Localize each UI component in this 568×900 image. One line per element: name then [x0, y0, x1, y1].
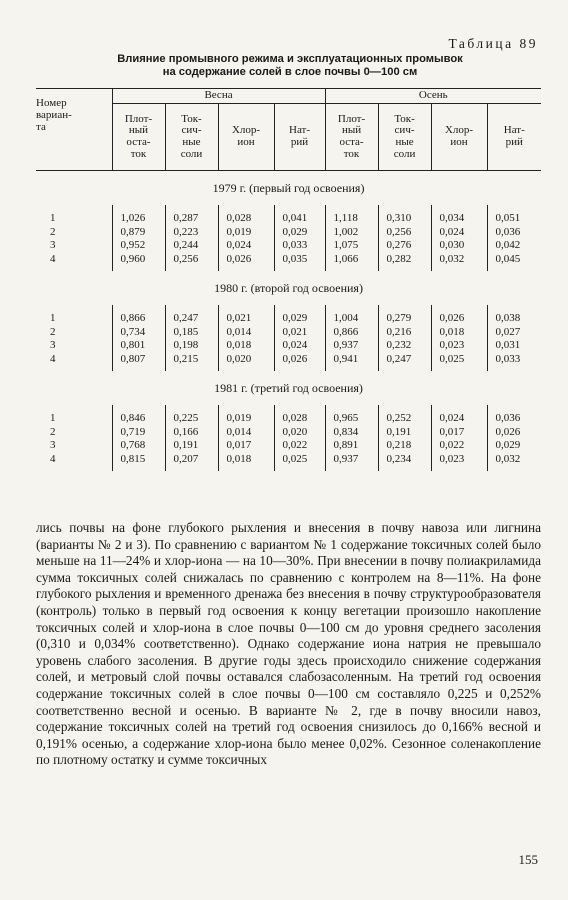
table-cell: 0,232: [378, 338, 431, 352]
table-cell: 0,025: [431, 352, 487, 372]
table-cell: 0,191: [378, 425, 431, 439]
table-cell: 0,018: [431, 325, 487, 339]
table-row: [36, 425, 541, 439]
table-cell: 0,033: [274, 238, 325, 252]
caption-line-1: Влияние промывного режима и эксплуатационных промывок: [117, 53, 463, 65]
table-cell: 0,185: [165, 325, 218, 339]
table-row: [36, 338, 541, 352]
table-cell: 0,030: [431, 238, 487, 252]
table-cell: 0,191: [165, 438, 218, 452]
table-cell: 0,023: [431, 452, 487, 472]
table-cell: 0,879: [112, 225, 165, 239]
table-caption: [60, 53, 520, 79]
table-cell: 0,807: [112, 352, 165, 372]
year-section-header: [36, 371, 541, 405]
table-cell: 1,026: [112, 205, 165, 225]
table-cell: 0,022: [274, 438, 325, 452]
table-cell: 0,198: [165, 338, 218, 352]
table-cell: 0,223: [165, 225, 218, 239]
variant-number: 3: [50, 439, 56, 452]
table-cell: 0,937: [325, 338, 378, 352]
variant-number: 4: [50, 352, 56, 365]
table-cell: 0,045: [487, 252, 541, 272]
table-cell: 0,038: [487, 305, 541, 325]
variant-number: 1: [50, 312, 56, 325]
table-row: [36, 225, 541, 239]
table-cell: 0,031: [487, 338, 541, 352]
table-cell: 0,027: [487, 325, 541, 339]
salt-content-table: [36, 88, 541, 471]
col-toxic-salts-spring: Ток- сич- ные соли: [165, 104, 218, 171]
table-row: [36, 252, 541, 272]
table-row: [36, 405, 541, 425]
table-cell: 0,952: [112, 238, 165, 252]
table-cell: 0,036: [487, 225, 541, 239]
table-cell: 0,025: [274, 452, 325, 472]
table-row: [36, 325, 541, 339]
table-cell: 0,014: [218, 325, 274, 339]
table-cell: 0,216: [378, 325, 431, 339]
table-cell: 0,287: [165, 205, 218, 225]
table-cell: 0,815: [112, 452, 165, 472]
table-label: Таблица 89: [448, 36, 538, 51]
table-cell: 0,051: [487, 205, 541, 225]
table-cell: 0,023: [431, 338, 487, 352]
table-cell: 0,035: [274, 252, 325, 272]
col-sodium-autumn: Нат- рий: [487, 104, 541, 171]
table-cell: 0,024: [274, 338, 325, 352]
table-cell: 0,020: [218, 352, 274, 372]
table-cell: 0,719: [112, 425, 165, 439]
table-cell: 0,801: [112, 338, 165, 352]
table-cell: 0,033: [487, 352, 541, 372]
page-number: 155: [518, 852, 538, 867]
table-cell: 0,225: [165, 405, 218, 425]
table-cell: 0,032: [431, 252, 487, 272]
col-toxic-salts-autumn: Ток- сич- ные соли: [378, 104, 431, 171]
table-cell: 0,029: [274, 305, 325, 325]
table-cell: 0,019: [218, 225, 274, 239]
table-cell: 1,118: [325, 205, 378, 225]
table-cell: 0,017: [431, 425, 487, 439]
variant-number: 3: [50, 339, 56, 352]
table-cell: 0,024: [431, 405, 487, 425]
table-cell: 0,282: [378, 252, 431, 272]
year-section-header: [36, 271, 541, 305]
table-cell: 0,026: [487, 425, 541, 439]
table-cell: 0,256: [165, 252, 218, 272]
table-cell: 0,960: [112, 252, 165, 272]
table-cell: 0,768: [112, 438, 165, 452]
table-cell: 0,279: [378, 305, 431, 325]
table-cell: 0,244: [165, 238, 218, 252]
table-row: [36, 452, 541, 472]
col-dense-residue-autumn: Плот- ный оста- ток: [325, 104, 378, 171]
body-paragraph: [36, 520, 541, 769]
table-row: [36, 205, 541, 225]
col-dense-residue-spring: Плот- ный оста- ток: [112, 104, 165, 171]
table-cell: 0,021: [218, 305, 274, 325]
table-cell: 0,026: [431, 305, 487, 325]
year-section-title: 1981 г. (третий год освоения): [214, 380, 363, 395]
table-cell: 0,019: [218, 405, 274, 425]
table-cell: 0,014: [218, 425, 274, 439]
table-row: [36, 305, 541, 325]
variant-number: 1: [50, 212, 56, 225]
table-cell: 1,002: [325, 225, 378, 239]
col-chloride-spring: Хлор- ион: [218, 104, 274, 171]
table-cell: 0,941: [325, 352, 378, 372]
caption-line-2: на содержание солей в слое почвы 0—100 см: [162, 66, 418, 78]
table-cell: 0,234: [378, 452, 431, 472]
table-cell: 0,207: [165, 452, 218, 472]
col-sodium-spring: Нат- рий: [274, 104, 325, 171]
table-cell: 0,022: [431, 438, 487, 452]
table-cell: 1,004: [325, 305, 378, 325]
table-cell: 0,034: [431, 205, 487, 225]
table-cell: 0,310: [378, 205, 431, 225]
table-cell: 0,032: [487, 452, 541, 472]
variant-header: Номер вариан- та: [36, 89, 112, 171]
col-chloride-autumn: Хлор- ион: [431, 104, 487, 171]
table-row: [36, 438, 541, 452]
table-row: [36, 238, 541, 252]
table-cell: 0,166: [165, 425, 218, 439]
table-cell: 0,866: [325, 325, 378, 339]
table-cell: 0,734: [112, 325, 165, 339]
spring-header: Весна: [112, 89, 325, 104]
year-section-header: [36, 171, 541, 206]
table-cell: 0,017: [218, 438, 274, 452]
table-cell: 0,846: [112, 405, 165, 425]
table-cell: 0,247: [378, 352, 431, 372]
variant-number: 2: [50, 325, 56, 338]
variant-number: 2: [50, 225, 56, 238]
table-cell: 0,891: [325, 438, 378, 452]
table-cell: 0,018: [218, 452, 274, 472]
variant-number: 4: [50, 252, 56, 265]
table-cell: 0,020: [274, 425, 325, 439]
table-cell: 0,041: [274, 205, 325, 225]
table-cell: 0,018: [218, 338, 274, 352]
body-text: лись почвы на фоне глубокого рыхления и внесения в почву навоза или лигнина (варианты № 2 и 3). По сравнению с вариантом № 1 содержание токсичных солей было меньше на 11—24% и хлор-иона — на 10—30%. При внесении в почву полиакриламида сумма токсичных солей снижалась по сравнению с контролем на 8—11%. На фоне глубокого рыхления и временного дренажа без внесения в почву структурообразователя (контроль) только в первый год освоения к концу вегетации произошло накопление токсичных солей и хлор-иона в слое почвы 0—100 см до уровня среднего засоления (0,310 и 0,034% соответственно). Однако содержание иона натрия не превышало уровень слабого засоления. В другие годы здесь происходило снижение содержания солей, и метровый слой почвы оставался слабозасоленным. На третий год освоения содержание токсичных солей в слое почвы 0—100 см составляло 0,225 и 0,252% соответственно весной и осенью. В варианте № 2, где в почву вносили навоз, содержание токсичных солей на третий год освоения снизилось до 0,166% весной и 0,191% осенью, а содержание хлор-иона было менее 0,02%. Сезонное соленакопление по плотному остатку и сумме токсичных: [36, 520, 541, 768]
table-cell: 0,937: [325, 452, 378, 472]
table-cell: 0,024: [218, 238, 274, 252]
table-cell: 0,252: [378, 405, 431, 425]
table-cell: 0,247: [165, 305, 218, 325]
variant-number: 4: [50, 452, 56, 465]
table-cell: 0,965: [325, 405, 378, 425]
year-section-title: 1979 г. (первый год освоения): [212, 180, 365, 195]
table-cell: 0,042: [487, 238, 541, 252]
table-cell: 0,026: [218, 252, 274, 272]
autumn-header: Осень: [325, 89, 541, 104]
year-section-title: 1980 г. (второй год освоения): [214, 280, 363, 295]
table-cell: 0,024: [431, 225, 487, 239]
table-cell: 0,029: [274, 225, 325, 239]
variant-number: 2: [50, 425, 56, 438]
table-row: [36, 352, 541, 372]
variant-number: 3: [50, 239, 56, 252]
table-cell: 0,029: [487, 438, 541, 452]
table-cell: 0,021: [274, 325, 325, 339]
table-cell: 0,028: [274, 405, 325, 425]
table-cell: 1,075: [325, 238, 378, 252]
table-cell: 0,866: [112, 305, 165, 325]
variant-number: 1: [50, 412, 56, 425]
table-cell: 1,066: [325, 252, 378, 272]
table-cell: 0,215: [165, 352, 218, 372]
table-cell: 0,026: [274, 352, 325, 372]
table-cell: 0,276: [378, 238, 431, 252]
table-cell: 0,256: [378, 225, 431, 239]
table-cell: 0,218: [378, 438, 431, 452]
table-cell: 0,028: [218, 205, 274, 225]
table-cell: 0,036: [487, 405, 541, 425]
table-cell: 0,834: [325, 425, 378, 439]
